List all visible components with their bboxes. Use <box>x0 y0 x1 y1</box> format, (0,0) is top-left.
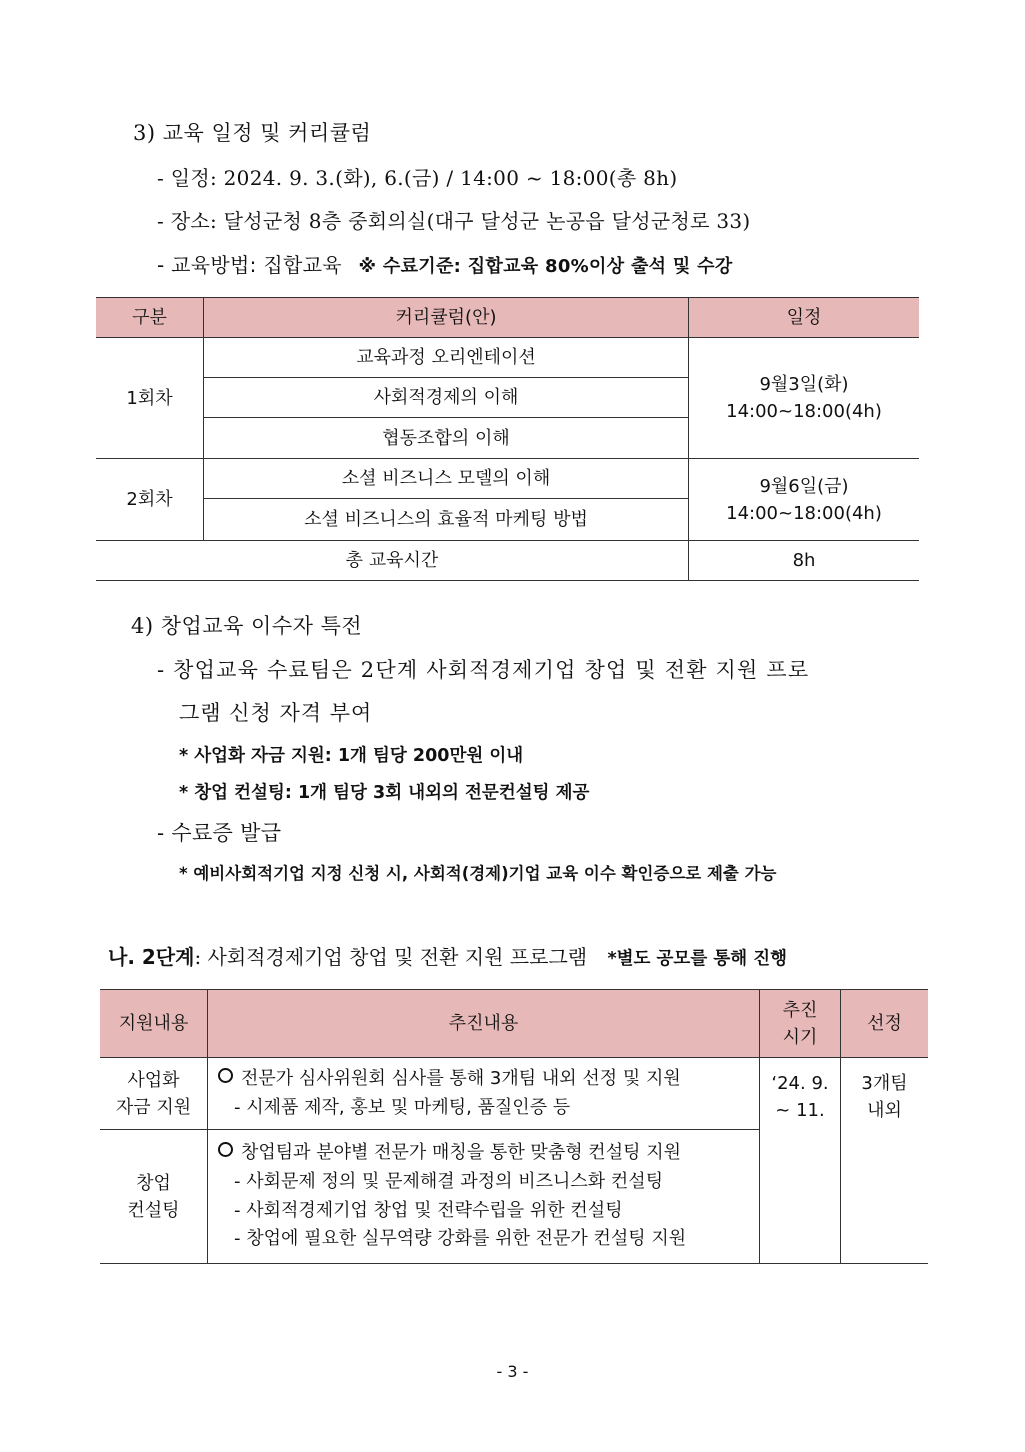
curriculum-table <box>96 297 919 581</box>
circle-bullet-icon <box>218 1068 233 1083</box>
section-heading-3: 3) 교육 일정 및 커리큘럼 <box>133 121 372 145</box>
col-header-period-2: 시기 <box>782 1026 818 1048</box>
method-text: - 교육방법: 집합교육 <box>157 253 342 277</box>
method-line <box>157 249 733 278</box>
program-table <box>100 989 928 1264</box>
schedule-text: - 일정: 2024. 9. 3.(화), 6.(금) / 14:00 ~ 18:00(총 8h) <box>157 166 678 190</box>
session-1-time: 14:00~18:00(4h) <box>726 401 882 422</box>
section-heading-b <box>108 941 787 970</box>
page-number: - 3 - <box>496 1362 529 1381</box>
row-consulting-label-2: 컨설팅 <box>127 1199 180 1221</box>
selection-count: 3개팀 <box>861 1073 908 1094</box>
benefit-bullet-1: - 창업교육 수료팀은 2단계 사회적경제기업 창업 및 전환 지원 프로 <box>157 658 810 682</box>
session-1-schedule <box>689 338 920 459</box>
col-header-curriculum: 커리큘럼(안) <box>204 298 689 338</box>
row-funding-label-1: 사업화 <box>127 1069 180 1091</box>
session-1-label: 1회차 <box>96 338 204 459</box>
col-header-period <box>760 990 841 1058</box>
section-heading-4: 4) 창업교육 이수자 특전 <box>131 614 363 638</box>
benefit-note-certificate: * 예비사회적기업 지정 신청 시, 사회적(경제)기업 교육 이수 확인증으로 제출 가능 <box>179 864 777 883</box>
col-header-period-1: 추진 <box>782 999 818 1021</box>
row-consulting-sub: - 창업에 필요한 실무역량 강화를 위한 전문가 컨설팅 지원 <box>234 1228 687 1250</box>
curriculum-item: 사회적경제의 이해 <box>204 378 689 418</box>
section-b-title-rest: : 사회적경제기업 창업 및 전환 지원 프로그램 <box>194 945 588 969</box>
row-consulting-label <box>100 1130 208 1264</box>
row-funding-label-2: 자금 지원 <box>115 1096 192 1118</box>
benefit-note-funding: * 사업화 자금 지원: 1개 팀당 200만원 이내 <box>179 746 524 766</box>
period-cell <box>760 1058 841 1264</box>
total-hours-value: 8h <box>689 541 920 581</box>
session-2-date: 9월6일(금) <box>759 475 849 497</box>
total-hours-label: 총 교육시간 <box>96 541 689 581</box>
curriculum-item: 협동조합의 이해 <box>204 418 689 459</box>
col-header-category: 구분 <box>96 298 204 338</box>
col-header-content: 추진내용 <box>208 990 760 1058</box>
completion-criteria: ※ 수료기준: 집합교육 80%이상 출석 및 수강 <box>358 256 733 277</box>
circle-bullet-icon <box>218 1142 233 1157</box>
col-header-support: 지원내용 <box>100 990 208 1058</box>
session-1-date: 9월3일(화) <box>759 374 849 395</box>
period-start: ‘24. 9. <box>771 1073 829 1094</box>
session-2-schedule <box>689 459 920 541</box>
row-funding-sub: - 시제품 제작, 홍보 및 마케팅, 품질인증 등 <box>234 1096 571 1118</box>
section-b-title-bold: 나. 2단계 <box>108 945 195 969</box>
curriculum-item: 교육과정 오리엔테이션 <box>204 338 689 378</box>
row-consulting-main: 창업팀과 분야별 전문가 매칭을 통한 맞춤형 컨설팅 지원 <box>241 1141 681 1163</box>
selection-cell <box>841 1058 929 1264</box>
benefit-bullet-1-cont: 그램 신청 자격 부여 <box>179 701 373 725</box>
col-header-selection: 선정 <box>841 990 929 1058</box>
curriculum-item: 소셜 비즈니스의 효율적 마케팅 방법 <box>204 499 689 541</box>
row-funding-content <box>208 1058 760 1130</box>
col-header-schedule: 일정 <box>689 298 920 338</box>
location-text: - 장소: 달성군청 8층 중회의실(대구 달성군 논공읍 달성군청로 33) <box>157 209 751 233</box>
selection-qualifier: 내외 <box>867 1100 902 1121</box>
period-end: ~ 11. <box>775 1100 825 1121</box>
row-funding-main: 전문가 심사위원회 심사를 통해 3개팀 내외 선정 및 지원 <box>241 1067 681 1089</box>
benefit-note-consulting: * 창업 컨설팅: 1개 팀당 3회 내외의 전문컨설팅 제공 <box>179 783 590 803</box>
row-consulting-label-1: 창업 <box>136 1172 171 1194</box>
session-2-time: 14:00~18:00(4h) <box>726 502 882 524</box>
row-consulting-content <box>208 1130 760 1264</box>
row-consulting-sub: - 사회적경제기업 창업 및 전략수립을 위한 컨설팅 <box>234 1199 623 1221</box>
benefit-bullet-2: - 수료증 발급 <box>157 821 282 845</box>
row-funding-label <box>100 1058 208 1130</box>
row-consulting-sub: - 사회문제 정의 및 문제해결 과정의 비즈니스화 컨설팅 <box>234 1170 664 1192</box>
session-2-label: 2회차 <box>96 459 204 541</box>
section-b-note: *별도 공모를 통해 진행 <box>607 949 788 969</box>
curriculum-item: 소셜 비즈니스 모델의 이해 <box>204 459 689 499</box>
